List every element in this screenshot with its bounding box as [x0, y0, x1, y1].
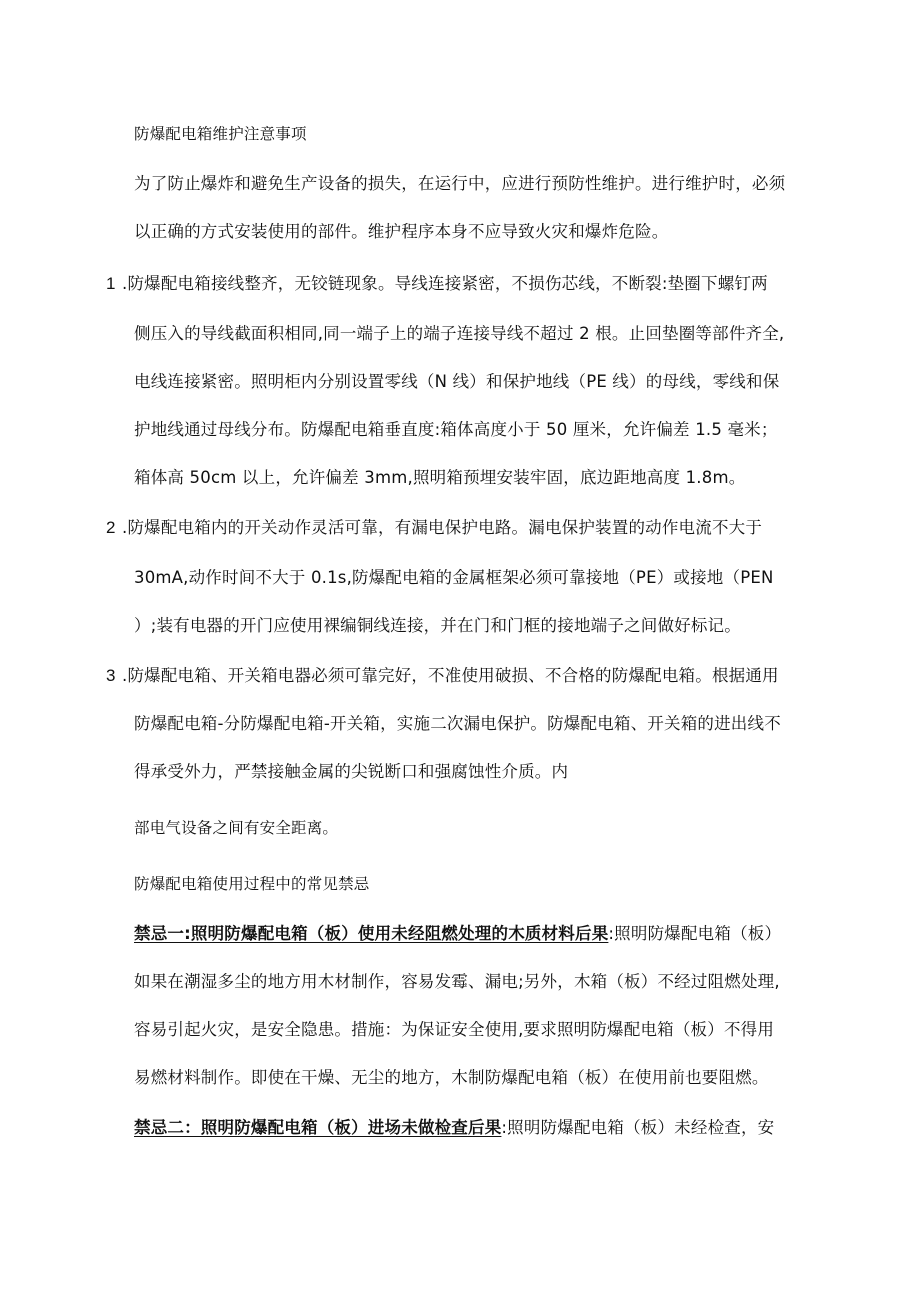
item-3-continuation: 部电气设备之间有安全距离。 — [134, 819, 339, 837]
taboo-1-first-line — [134, 922, 781, 946]
item-2-number: 2 — [106, 518, 116, 537]
item-3-line-3: 得承受外力，严禁接触金属的尖锐断口和强腐蚀性介质。内 — [134, 762, 569, 781]
document-title: 防爆配电箱维护注意事项 — [134, 125, 307, 143]
taboo-2-first-line — [134, 1116, 774, 1140]
item-3-line-2: 防爆配电箱-分防爆配电箱-开关箱，实施二次漏电保护。防爆配电箱、开关箱的进出线不 — [134, 714, 781, 733]
taboo-1-line-3: 容易引起火灾，是安全隐患。措施：为保证安全使用,要求照明防爆配电箱（板）不得用 — [134, 1020, 775, 1039]
intro-line-2: 以正确的方式安装使用的部件。维护程序本身不应导致火灾和爆炸危险。 — [134, 222, 669, 241]
item-1-line-4: 护地线通过母线分布。防爆配电箱垂直度:箱体高度小于 50 厘米，允许偏差 1.5 毫米； — [134, 420, 778, 439]
item-1-line-2: 侧压入的导线截面积相同,同一端子上的端子连接导线不超过 2 根。止回垫圈等部件齐全, — [134, 324, 785, 343]
item-2-line-2: 30mA,动作时间不大于 0.1s,防爆配电箱的金属框架必须可靠接地（PE）或接地（PEN — [134, 568, 774, 587]
taboo-2-first-line-rest: :照明防爆配电箱（板）未经检查，安 — [501, 1118, 775, 1137]
item-1-line-3: 电线连接紧密。照明柜内分别设置零线（N 线）和保护地线（PE 线）的母线，零线和保 — [134, 372, 780, 391]
item-1-line-5: 箱体高 50cm 以上，允许偏差 3mm,照明箱预埋安装牢固，底边距地高度 1.8m。 — [134, 468, 746, 487]
taboo-1-first-line-rest: :照明防爆配电箱（板） — [608, 924, 782, 943]
taboo-1-heading: 禁忌一:照明防爆配电箱（板）使用未经阻燃处理的木质材料后果 — [134, 924, 609, 943]
section-2-title: 防爆配电箱使用过程中的常见禁忌 — [134, 875, 370, 893]
taboo-1-line-4: 易燃材料制作。即使在干燥、无尘的地方，木制防爆配电箱（板）在使用前也要阻燃。 — [134, 1068, 769, 1087]
item-3-number: 3 — [106, 666, 116, 685]
item-1-line-1: .防爆配电箱接线整齐，无铰链现象。导线连接紧密，不损伤芯线，不断裂:垫圈下螺钉两 — [122, 274, 768, 293]
item-2-line-3: ）;装有电器的开门应使用裸编铜线连接，并在门和门框的接地端子之间做好标记。 — [134, 616, 741, 635]
intro-line-1: 为了防止爆炸和避免生产设备的损失，在运行中，应进行预防性维护。进行维护时，必须 — [134, 174, 786, 193]
taboo-1-line-2: 如果在潮湿多尘的地方用木材制作，容易发霉、漏电;另外，木箱（板）不经过阻燃处理, — [134, 972, 780, 991]
item-2-line-1: .防爆配电箱内的开关动作灵活可靠，有漏电保护电路。漏电保护装置的动作电流不大于 — [122, 518, 763, 537]
taboo-2-heading: 禁忌二：照明防爆配电箱（板）进场未做检查后果 — [134, 1118, 502, 1137]
item-1-number: 1 — [106, 274, 116, 293]
item-3-line-1: .防爆配电箱、开关箱电器必须可靠完好，不准使用破损、不合格的防爆配电箱。根据通用 — [122, 666, 779, 685]
